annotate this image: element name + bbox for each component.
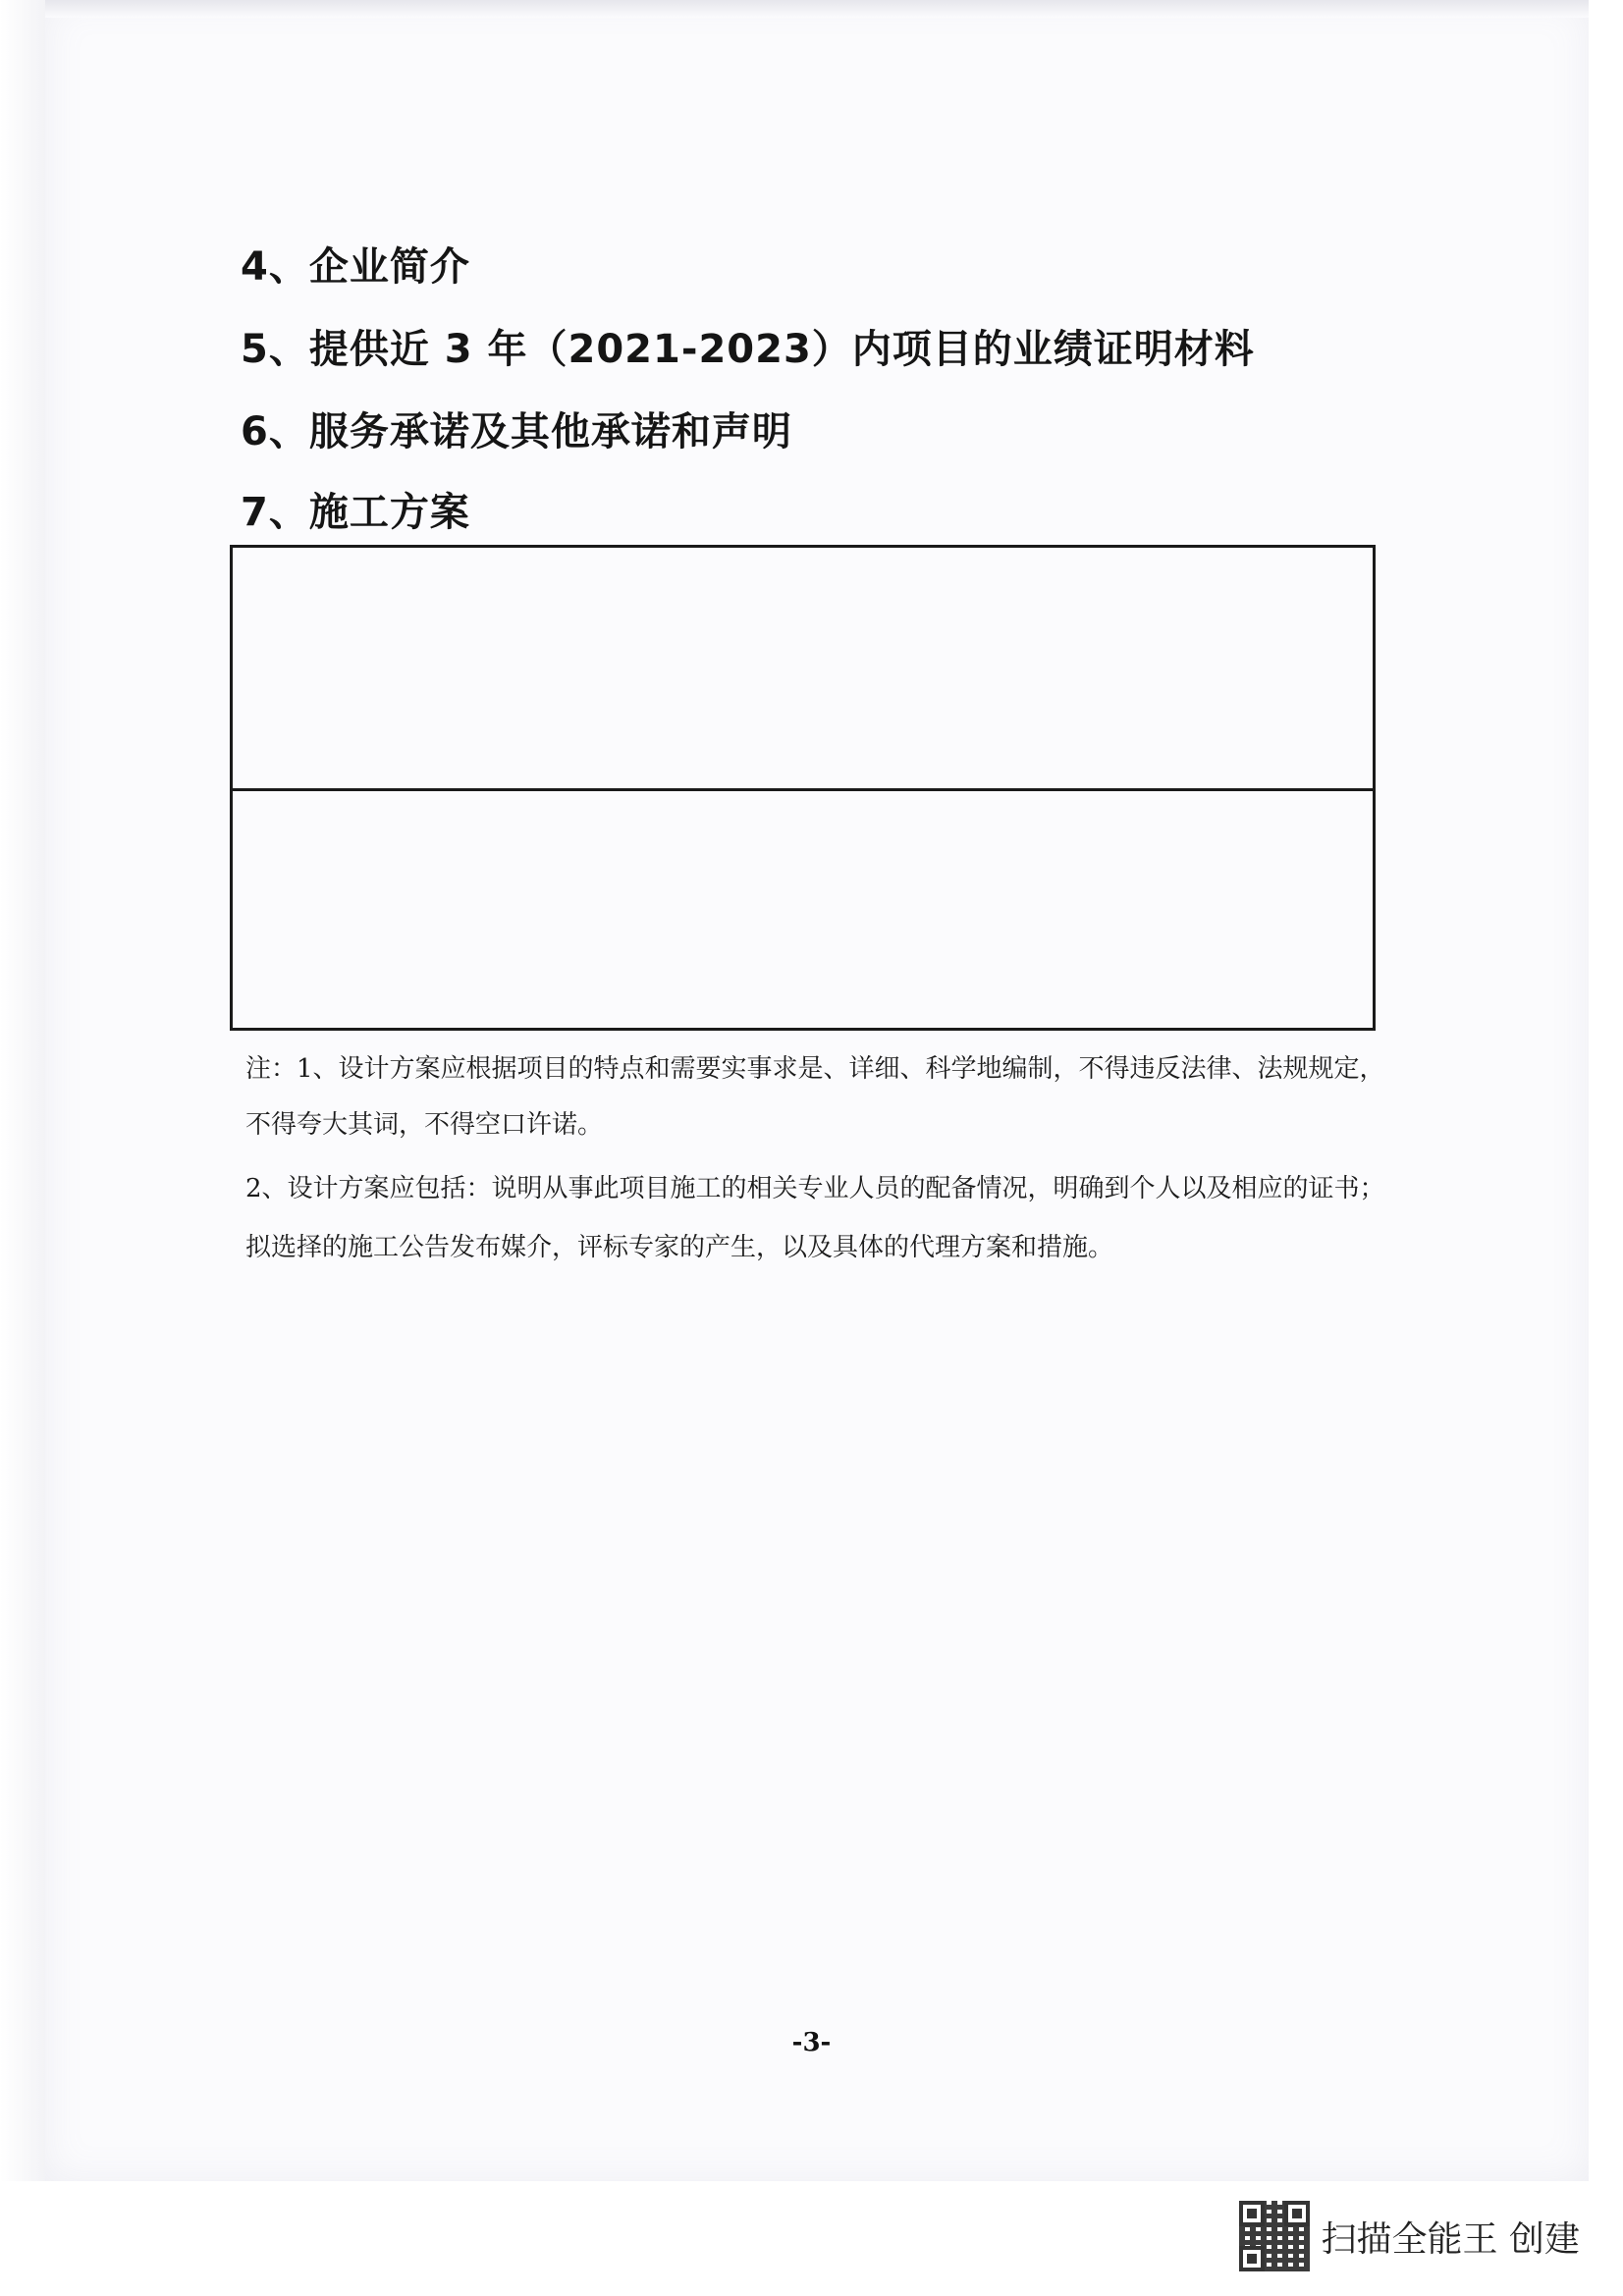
note-line-1: 注：1、设计方案应根据项目的特点和需要实事求是、详细、科学地编制，不得违反法律、法规规定， xyxy=(245,1054,1385,1084)
note-line-4: 拟选择的施工公告发布媒介，评标专家的产生，以及具体的代理方案和措施。 xyxy=(245,1233,1114,1262)
plan-box-row-upper xyxy=(233,548,1373,791)
scan-edge xyxy=(0,0,45,2181)
heading-performance-proof: 5、提供近 3 年（2021-2023）内项目的业绩证明材料 xyxy=(241,327,1255,372)
page-number: -3- xyxy=(791,2028,832,2057)
plan-box-row-lower xyxy=(233,791,1373,1028)
heading-company-profile: 4、企业简介 xyxy=(241,244,470,290)
heading-service-commitment: 6、服务承诺及其他承诺和声明 xyxy=(241,409,792,454)
construction-plan-box xyxy=(230,545,1376,1031)
note-line-2: 不得夸大其词，不得空口许诺。 xyxy=(245,1110,604,1140)
note-line-3: 2、设计方案应包括：说明从事此项目施工的相关专业人员的配备情况，明确到个人以及相应的证书； xyxy=(245,1174,1385,1203)
qr-code-icon xyxy=(1239,2201,1310,2271)
scan-top-edge xyxy=(45,0,1589,18)
heading-construction-plan: 7、施工方案 xyxy=(241,490,470,535)
watermark-text: 扫描全能王 创建 xyxy=(1321,2218,1580,2260)
scanner-watermark xyxy=(1239,2198,1580,2274)
